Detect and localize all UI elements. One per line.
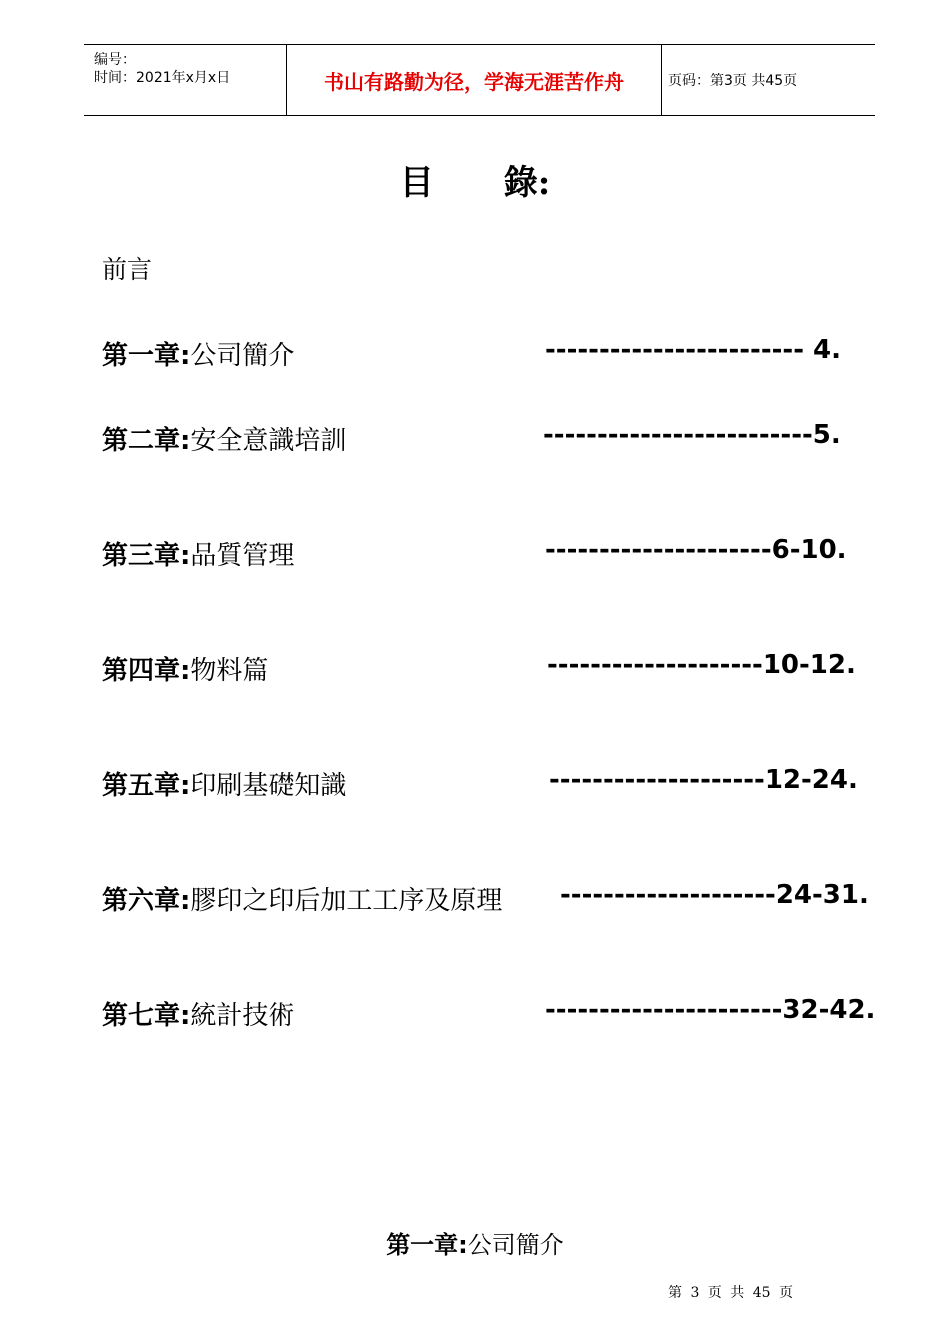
- toc-pages: ----------------------32-42.: [545, 995, 876, 1025]
- toc-row: [102, 880, 502, 917]
- header-motto-cell: [286, 45, 662, 115]
- toc-chapter: 第七章:: [102, 1001, 191, 1031]
- page-header: [84, 44, 875, 116]
- toc-name: 物料篇: [190, 656, 269, 686]
- toc-row: [102, 650, 268, 687]
- toc-name: 統計技術: [190, 1001, 295, 1031]
- toc-row: [102, 335, 294, 372]
- toc-pages: --------------------12-24.: [549, 765, 858, 795]
- toc-row: [102, 535, 294, 572]
- page-footer: 第 3 页 共 45 页: [668, 1285, 793, 1301]
- page-title: [0, 155, 950, 204]
- time-label: 时间：2021年x月x日: [94, 70, 231, 86]
- toc-row: [102, 995, 294, 1032]
- chapter-heading-name: 公司簡介: [467, 1231, 564, 1259]
- toc-name: 公司簡介: [190, 341, 295, 371]
- motto: 书山有路勤为径，学海无涯苦作舟: [324, 69, 624, 94]
- toc-name: 安全意識培訓: [190, 426, 347, 456]
- toc-row: [102, 420, 346, 457]
- toc-pages: --------------------24-31.: [560, 880, 869, 910]
- toc-pages: ---------------------6-10.: [545, 535, 847, 565]
- toc-chapter: 第三章:: [102, 541, 191, 571]
- toc-chapter: 第二章:: [102, 426, 191, 456]
- toc-pages: --------------------10-12.: [547, 650, 856, 680]
- toc-pages: ------------------------ 4.: [545, 335, 842, 365]
- title-part1: 目: [399, 163, 434, 203]
- header-meta: [84, 45, 286, 115]
- toc-name: 印刷基礎知識: [190, 771, 347, 801]
- toc-chapter: 第一章:: [102, 341, 191, 371]
- toc-chapter: 第六章:: [102, 886, 191, 916]
- chapter-heading-number: 第一章:: [386, 1231, 468, 1259]
- serial-label: 编号：: [94, 52, 136, 68]
- title-part2: 錄:: [503, 163, 551, 203]
- page-label: 页码：第3页 共45页: [668, 73, 798, 89]
- toc-name: 品質管理: [190, 541, 295, 571]
- toc-chapter: 第五章:: [102, 771, 191, 801]
- toc-name: 膠印之印后加工工序及原理: [190, 886, 503, 916]
- header-page-cell: [660, 45, 875, 115]
- chapter-heading: [0, 1225, 950, 1260]
- toc-chapter: 第四章:: [102, 656, 191, 686]
- toc-pages: -------------------------5.: [543, 420, 841, 450]
- toc-row: [102, 765, 346, 802]
- preface-entry: 前言: [102, 255, 153, 284]
